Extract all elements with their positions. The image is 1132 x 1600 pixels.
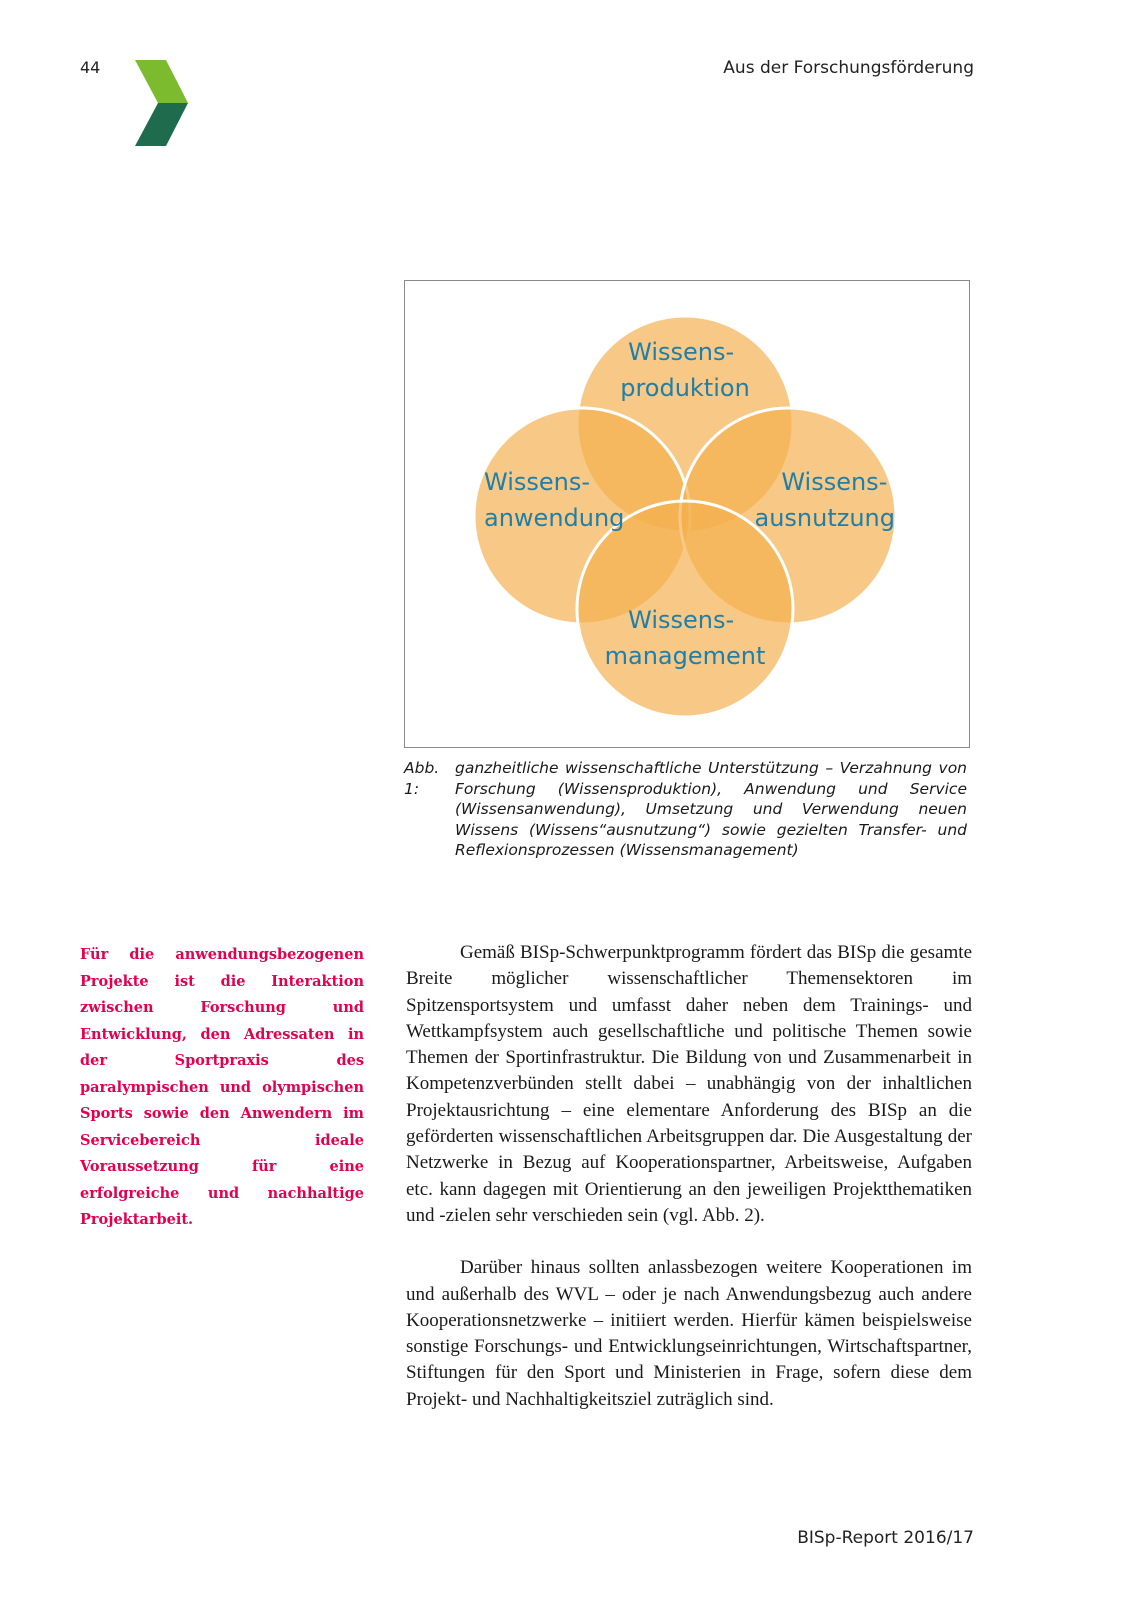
green-chevron-icon <box>132 60 188 146</box>
caption-text: ganzheitliche wissenschaftliche Unterstützung – Verzahnung von Forschung (Wissensproduktion), Anwendung und Service (Wissensanwendung), Umsetzung und Verwendung neuen Wissens (Wissens“ausnutzung“) sowie gezielten Transfer- und Reflexionsprozessen (Wissensmanagement) <box>455 759 967 859</box>
label-bottom-line2: management <box>604 642 766 670</box>
body-paragraph-2: Darüber hinaus sollten anlassbezogen weitere Kooperationen im und außerhalb des WVL – oder je nach Anwendungsbezug auch andere Kooperationsnetzwerke – initiiert werden. Hierfür kämen beispielsweise sonstige Forschungs- und Entwicklungseinrichtungen, Wirtschaftspartner, Stiftungen für den Sport und Ministerien in Frage, sofern diese dem Projekt- und Nachhaltigkeitsziel zuträglich sind. <box>406 1257 972 1410</box>
figure-frame <box>404 280 970 748</box>
caption-label: Abb. 1: <box>404 759 440 798</box>
label-left-line2: anwendung <box>484 504 625 532</box>
label-left-line1: Wissens- <box>484 468 591 496</box>
pull-quote: Für die anwendungsbezogenen Projekte ist die Interaktion zwischen Forschung und Entwicklung, den Adressaten in der Sportpraxis des paralympischen und olympischen Sports sowie den Anwendern im Servicebereich ideale Voraussetzung für eine erfolgreiche und nachhaltige Projektarbeit. <box>80 946 364 1228</box>
label-bottom-line1: Wissens- <box>628 606 735 634</box>
running-header: Aus der Forschungsförderung <box>723 58 974 78</box>
footer-report-label: BISp-Report 2016/17 <box>797 1528 974 1548</box>
venn-diagram <box>405 281 969 747</box>
body-text <box>406 940 972 1439</box>
page-number: 44 <box>80 58 101 77</box>
chevron-upper-half <box>135 60 188 103</box>
body-paragraph-1: Gemäß BISp-Schwerpunktprogramm fördert das BISp die gesamte Breite möglicher wissenschaftlicher Themensektoren im Spitzensportsystem und umfasst daher neben dem Trainings- und Wettkampfsystem auch gesellschaftliche und politische Themen sowie Themen der Sportinfrastruktur. Die Bildung von und Zusammenarbeit in Kompetenzverbünden stellt dabei – unabhängig von der inhaltlichen Projektausrichtung – eine elementare Anforderung des BISp an die geförderten wissenschaftlichen Arbeitsgruppen dar. Die Ausgestaltung der Netzwerke in Bezug auf Kooperationspartner, Arbeitsweise, Aufgaben etc. kann dagegen mit Orientierung an den jeweiligen Projektthematiken und -zielen sehr verschieden sein (vgl. Abb. 2). <box>406 942 972 1226</box>
figure-caption <box>404 758 970 861</box>
label-top-line1: Wissens- <box>628 338 735 366</box>
label-top-line2: produktion <box>620 374 750 402</box>
label-right-line1: Wissens- <box>781 468 888 496</box>
chevron-lower-half <box>135 103 188 146</box>
label-right-line2: ausnutzung <box>754 504 895 532</box>
